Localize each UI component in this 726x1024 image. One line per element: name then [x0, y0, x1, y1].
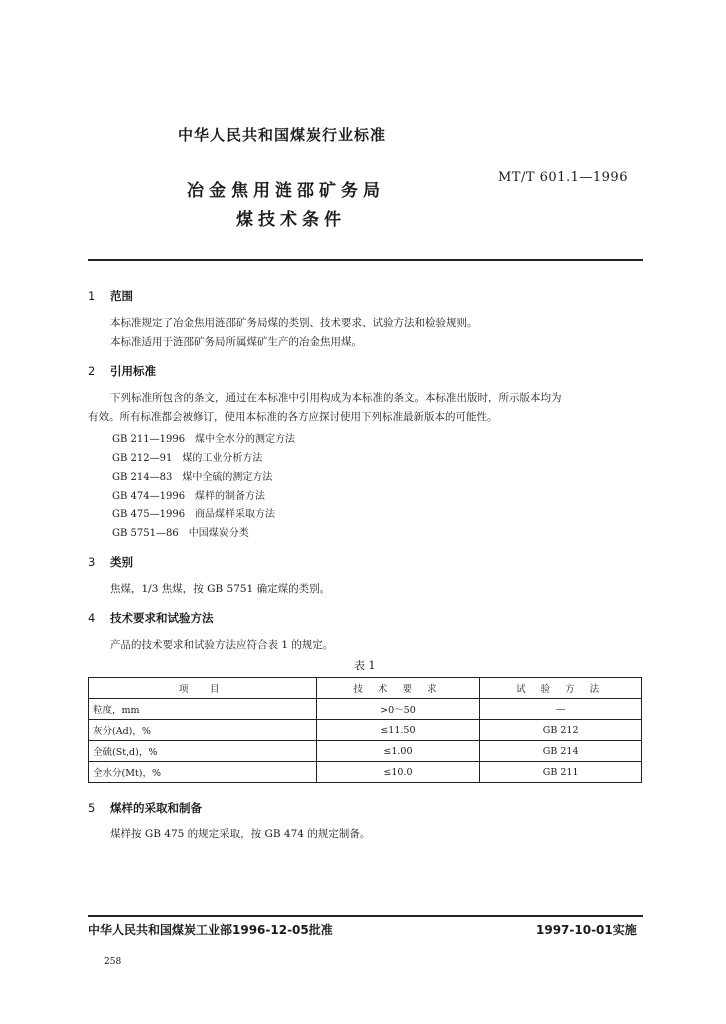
section-2-heading [88, 363, 156, 379]
table-row [89, 741, 642, 762]
table-row [89, 720, 642, 741]
reference-item: GB 475—1996 商品煤样采取方法 [112, 509, 276, 520]
cell-requirement: >0～50 [316, 699, 480, 720]
cell-requirement: ≤1.00 [316, 741, 480, 762]
header-item: 项 目 [89, 678, 317, 699]
cell-item: 灰分(Ad)，% [89, 720, 317, 741]
section-1-paragraph-2: 本标准适用于涟邵矿务局所属煤矿生产的冶金焦用煤。 [110, 336, 362, 348]
implementation-date: 1997-10-01实施 [536, 923, 637, 937]
section-number: 5 [88, 801, 96, 815]
reference-item: GB 474—1996 煤样的制备方法 [112, 491, 266, 502]
section-title: 煤样的采取和制备 [110, 801, 202, 815]
section-2-paragraph-line-2: 有效。所有标准都会被修订，使用本标准的各方应探讨使用下列标准最新版本的可能性。 [88, 411, 498, 423]
section-number: 4 [88, 611, 96, 625]
table-row [89, 699, 642, 720]
section-2-paragraph-line-1: 下列标准所包含的条文，通过在本标准中引用构成为本标准的条文。本标准出版时，所示版本均为 [110, 392, 562, 404]
cell-item: 粒度，mm [89, 699, 317, 720]
standard-number: MT/T 601.1—1996 [498, 170, 628, 185]
cell-test-method: GB 211 [480, 762, 642, 783]
section-title: 技术要求和试验方法 [110, 611, 214, 625]
cell-test-method: GB 214 [480, 741, 642, 762]
section-1-heading [88, 288, 133, 304]
section-5-heading [88, 800, 202, 816]
section-title: 引用标准 [110, 364, 156, 378]
cell-test-method: GB 212 [480, 720, 642, 741]
cell-item: 全水分(Mt)，% [89, 762, 317, 783]
approval-statement: 中华人民共和国煤炭工业部1996-12-05批准 [88, 923, 333, 937]
cell-item: 全硫(St,d)，% [89, 741, 317, 762]
document-title-line-2: 煤技术条件 [236, 210, 346, 230]
reference-item: GB 5751—86 中国煤炭分类 [112, 528, 249, 539]
industry-standard-heading: 中华人民共和国煤炭行业标准 [178, 126, 387, 144]
header-requirement: 技 术 要 求 [316, 678, 480, 699]
document-title-line-1: 冶金焦用涟邵矿务局 [187, 181, 385, 201]
section-4-paragraph: 产品的技术要求和试验方法应符合表 1 的规定。 [110, 639, 334, 651]
table-header-row [89, 678, 642, 699]
reference-item: GB 211—1996 煤中全水分的测定方法 [112, 434, 296, 445]
bottom-divider [88, 915, 643, 917]
section-title: 类别 [110, 555, 133, 569]
section-number: 3 [88, 555, 96, 569]
top-divider [88, 259, 643, 261]
table-caption: 表 1 [354, 659, 376, 672]
cell-requirement: ≤11.50 [316, 720, 480, 741]
section-3-paragraph: 焦煤，1/3 焦煤，按 GB 5751 确定煤的类别。 [110, 583, 331, 595]
section-number: 2 [88, 364, 96, 378]
reference-item: GB 214—83 煤中全硫的测定方法 [112, 472, 273, 483]
section-title: 范围 [110, 289, 133, 303]
section-4-heading [88, 610, 214, 626]
reference-item: GB 212—91 煤的工业分析方法 [112, 453, 263, 464]
section-1-paragraph-1: 本标准规定了冶金焦用涟邵矿务局煤的类别、技术要求、试验方法和检验规则。 [110, 317, 478, 329]
section-number: 1 [88, 289, 96, 303]
page-number: 258 [104, 957, 122, 967]
section-5-paragraph: 煤样按 GB 475 的规定采取，按 GB 474 的规定制备。 [110, 828, 371, 840]
section-3-heading [88, 554, 133, 570]
cell-requirement: ≤10.0 [316, 762, 480, 783]
technical-requirements-table [88, 677, 642, 783]
header-test-method: 试 验 方 法 [480, 678, 642, 699]
cell-test-method: — [480, 699, 642, 720]
table-row [89, 762, 642, 783]
